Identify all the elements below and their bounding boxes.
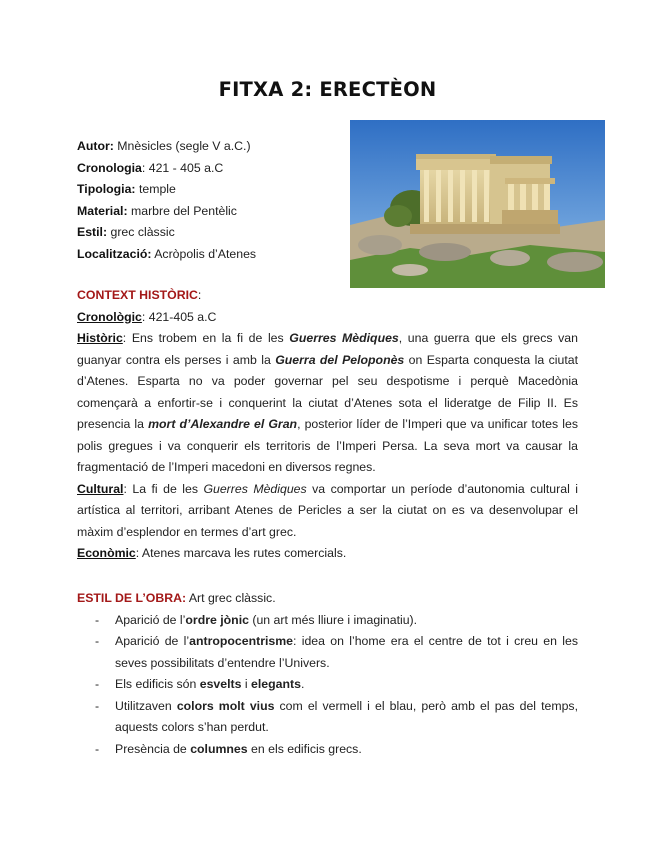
cultural-paragraph bbox=[77, 479, 578, 544]
item-text: en els edificis grecs. bbox=[247, 741, 362, 756]
info-label: Cronologia bbox=[77, 160, 142, 175]
dash-bullet: - bbox=[95, 741, 100, 756]
info-label: Material: bbox=[77, 203, 128, 218]
dash-bullet: - bbox=[95, 698, 100, 713]
info-row-tipologia bbox=[77, 179, 256, 201]
erechtheion-photo bbox=[350, 120, 605, 288]
historic-label: Històric bbox=[77, 331, 123, 345]
info-label: Localització: bbox=[77, 246, 152, 261]
info-value: Mnèsicles (segle V a.C.) bbox=[113, 139, 251, 153]
erechtheion-photo-icon bbox=[350, 120, 605, 288]
info-label: Tipologia: bbox=[77, 182, 136, 196]
dash-bullet: - bbox=[95, 612, 100, 627]
item-text: com el vermell i el blau, però amb el pas del temps, aquests colors s’han perdut. bbox=[115, 698, 579, 734]
info-label: Estil: bbox=[77, 225, 108, 239]
historic-text: , posterior líder de l’Imperi que va unificar totes les polis gregues i va conquerir els territoris de l’Imperi Persa. La seva mort va causar la fragmentació de l’Imperi macedoni en diversos regnes. bbox=[77, 417, 578, 474]
item-text: . bbox=[300, 677, 305, 691]
list-item bbox=[77, 739, 578, 761]
historic-text: , una guerra que els grecs van guanyar contra els perses i amb la bbox=[77, 331, 578, 367]
item-text: Aparició de l’ bbox=[115, 634, 190, 648]
cronologic-label: Cronològic bbox=[77, 309, 142, 324]
info-row-localitzacio bbox=[77, 244, 256, 266]
info-row-estil bbox=[77, 222, 256, 244]
item-bold: esvelts bbox=[199, 677, 242, 691]
dash-bullet: - bbox=[95, 634, 100, 648]
info-row-autor bbox=[77, 136, 256, 158]
list-item bbox=[77, 674, 578, 696]
info-value: temple bbox=[135, 182, 176, 196]
item-bold: elegants bbox=[251, 677, 301, 691]
style-value: Art grec clàssic. bbox=[186, 591, 276, 605]
list-item bbox=[77, 696, 578, 739]
info-value: grec clàssic bbox=[107, 225, 175, 239]
context-section bbox=[77, 285, 578, 565]
item-bold: antropocentrisme bbox=[189, 634, 294, 648]
cronologic-row bbox=[77, 307, 578, 329]
cultural-text: : La fi de les bbox=[123, 481, 204, 496]
cultural-emphasis: Guerres Mèdiques bbox=[203, 481, 307, 496]
historic-emphasis: mort d’Alexandre el Gran bbox=[148, 417, 298, 431]
info-value: : 421 - 405 a.C bbox=[141, 160, 224, 175]
historic-paragraph bbox=[77, 328, 578, 479]
info-row-material bbox=[77, 201, 256, 223]
item-text: Presència de bbox=[115, 741, 191, 756]
historic-text: : Ens trobem en la fi de les bbox=[122, 331, 290, 345]
style-section bbox=[77, 588, 578, 760]
item-text: Els edificis són bbox=[115, 677, 200, 691]
item-bold: ordre jònic bbox=[185, 612, 249, 627]
list-item bbox=[77, 610, 578, 632]
item-bold: colors molt vius bbox=[176, 698, 275, 713]
info-row-cronologia bbox=[77, 158, 256, 180]
info-label: Autor: bbox=[77, 139, 114, 153]
item-text: Aparició de l’ bbox=[115, 612, 186, 627]
historic-emphasis: Guerra del Peloponès bbox=[275, 352, 405, 367]
dash-bullet: - bbox=[95, 677, 100, 691]
item-bold: columnes bbox=[190, 741, 248, 756]
item-text: Utilitzaven bbox=[115, 698, 177, 713]
info-block bbox=[77, 136, 256, 265]
item-text: (un art més lliure i imaginatiu). bbox=[248, 612, 418, 627]
info-value: marbre del Pentèlic bbox=[127, 203, 237, 218]
context-heading-colon: : bbox=[197, 288, 202, 302]
economic-label: Econòmic bbox=[77, 546, 136, 560]
item-text: i bbox=[241, 677, 252, 691]
cultural-text: va comportar un període d’autonomia cultural i artística al territori, arribant Atenes de Pericles a ser la ciutat on es va desenvolupar el màxim d’esplendor en termes d’art grec. bbox=[77, 481, 579, 539]
historic-text: on Esparta conquesta la ciutat d’Atenes. Esparta no va poder governar pel seu despotisme i perquè Macedònia començarà a enfortir-se i conquerint la ciutat d’Atenes sota el lideratge de Filip II. Es presencia la bbox=[77, 352, 578, 431]
economic-row bbox=[77, 543, 578, 565]
style-heading: ESTIL DE L’OBRA: bbox=[77, 591, 187, 605]
historic-emphasis: Guerres Mèdiques bbox=[289, 331, 399, 345]
page-title: FITXA 2: ERECTÈON bbox=[218, 78, 437, 101]
economic-value: : Atenes marcava les rutes comercials. bbox=[135, 546, 347, 560]
context-heading: CONTEXT HISTÒRIC bbox=[77, 288, 198, 302]
style-list bbox=[77, 610, 578, 761]
context-heading-row bbox=[77, 285, 578, 307]
item-text: : idea on l’home era el centre de tot i creu en les seves possibilitats d’entendre l’Univers. bbox=[115, 634, 578, 670]
cultural-label: Cultural bbox=[77, 481, 124, 496]
list-item bbox=[77, 631, 578, 674]
cronologic-value: : 421-405 a.C bbox=[141, 309, 217, 324]
info-value: Acròpolis d’Atenes bbox=[151, 246, 257, 261]
style-heading-row bbox=[77, 588, 578, 610]
